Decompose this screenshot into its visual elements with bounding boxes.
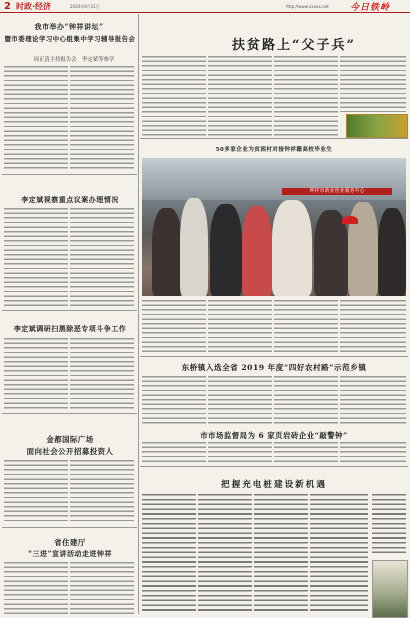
body-text-block [142, 442, 206, 464]
photo-banner: 钟祥市就业创业服务中心 [282, 188, 392, 195]
section-divider [140, 356, 408, 357]
body-text-block [340, 442, 406, 464]
body-text-block [70, 66, 134, 170]
crowd-figure [180, 198, 208, 296]
body-text-block [208, 376, 272, 426]
article-headline: 我市举办“钟祥讲坛” [34, 22, 104, 31]
red-cap [342, 216, 358, 224]
job-fair-photo [142, 158, 406, 296]
body-text-block [274, 56, 338, 136]
article-byline: 周正清主持报告会 李定斌等参学 [33, 57, 115, 63]
crowd-figure [152, 208, 182, 296]
section-divider [2, 413, 137, 414]
article-headline-line2: 暨市委理论学习中心组集中学习辅导报告会 [4, 35, 136, 43]
body-text-block [208, 442, 272, 464]
article-headline: 金都国际广场 [46, 435, 94, 444]
body-text-block [70, 460, 134, 524]
body-text-block [198, 494, 252, 614]
crowd-figure [242, 206, 272, 296]
column-divider [138, 14, 139, 614]
body-text-block [208, 56, 272, 136]
body-text-block [4, 338, 68, 410]
photo-subhead: 50多家企业为贫困村对接钟祥籍高校毕业生 [215, 147, 333, 153]
body-text-block [70, 562, 134, 614]
article-headline: 省住建厅 [54, 538, 86, 547]
section-divider [2, 174, 137, 175]
body-text-block [142, 300, 206, 352]
newspaper-logo: 今日铁岭 [350, 3, 391, 13]
section-divider [140, 466, 408, 467]
body-text-block [208, 300, 272, 352]
website: http://www.xxxxx.net [286, 4, 329, 9]
crowd-figure [378, 208, 406, 296]
body-text-block [4, 208, 68, 308]
advertisement-image [372, 560, 408, 618]
body-text-block [372, 494, 406, 556]
body-text-block [70, 338, 134, 410]
body-text-block [142, 56, 206, 136]
body-text-block [4, 562, 68, 614]
body-text-block [4, 66, 68, 170]
body-text-block [340, 56, 406, 112]
body-text-block [254, 494, 308, 614]
section-title: 时政·经济 [16, 2, 52, 11]
body-text-block [4, 460, 68, 524]
article-headline-line2: 面向社会公开招募投资人 [26, 447, 114, 456]
body-text-block [70, 208, 134, 308]
body-text-block [340, 376, 406, 426]
article-headline: 李定斌视察重点议案办理情况 [21, 195, 119, 204]
crowd-figure [272, 200, 312, 296]
section-divider [2, 310, 137, 311]
body-text-block [340, 300, 406, 352]
masthead [0, 0, 410, 13]
body-text-block [310, 494, 368, 614]
body-text-block [274, 376, 338, 426]
article-headline: 东桥镇入选全省 2019 年度“四好农村路”示范乡镇 [181, 363, 367, 372]
issue-date: 2020年9月21日 [70, 4, 100, 9]
feature-thumbnail-image [346, 114, 408, 138]
article-headline: 李定斌调研扫黑除恶专项斗争工作 [13, 324, 127, 333]
section-divider [2, 527, 137, 528]
crowd-figure [210, 204, 242, 296]
article-headline: 把握充电桩建设新机遇 [221, 480, 327, 490]
body-text-block [274, 300, 338, 352]
section-divider [140, 138, 408, 139]
feature-headline: 扶贫路上“父子兵” [232, 38, 356, 53]
body-text-block [142, 494, 196, 614]
article-headline: 市市场监督局为 6 家页岩砖企业“敲警钟” [200, 431, 348, 440]
article-headline-line2: “三进”宣讲活动走进钟祥 [27, 549, 113, 558]
body-text-block [274, 442, 338, 464]
body-text-block [142, 376, 206, 426]
page-number: 2 [4, 1, 11, 12]
